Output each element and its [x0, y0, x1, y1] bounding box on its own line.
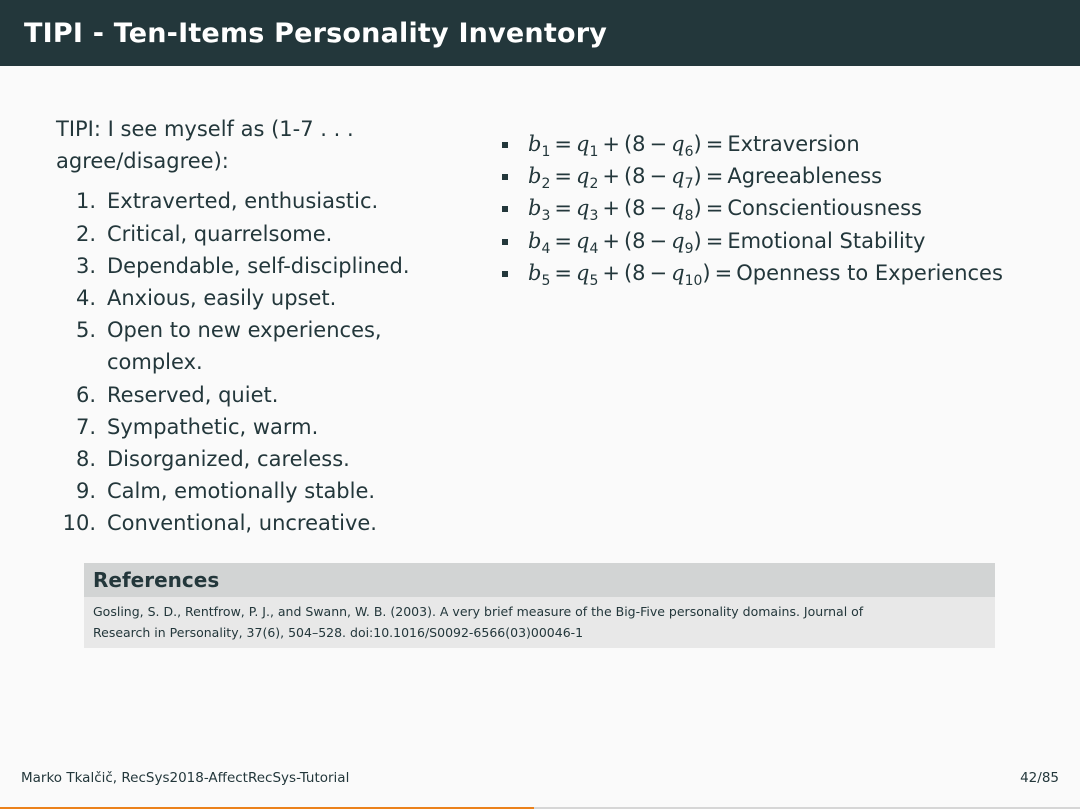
list-item — [56, 475, 456, 507]
formula-op: + — [602, 164, 620, 189]
formula-sub: 4 — [589, 240, 599, 257]
formula-sub: 3 — [589, 208, 599, 225]
item-text: Critical, quarrelsome. — [107, 221, 333, 246]
formula-op: + — [602, 132, 620, 156]
formula-sub: 10 — [684, 273, 703, 289]
formula-op: − — [649, 164, 668, 189]
references-heading: References — [84, 563, 995, 597]
formula-trait: Extraversion — [727, 132, 860, 156]
formula-op: − — [649, 132, 668, 156]
formula-op: = — [705, 228, 724, 253]
formula-var: b — [528, 196, 542, 221]
formula-op: = — [705, 196, 724, 221]
reference-line-2: Research in Personality, 37(6), 504–528. doi:10.1016/S0092-6566(03)00046-1 — [93, 625, 584, 640]
formula-op: = — [554, 228, 572, 253]
formula-close: ) — [693, 196, 702, 221]
references-body — [84, 597, 995, 643]
formula-trait: Emotional Stability — [727, 228, 926, 253]
item-number: 4. — [75, 286, 96, 311]
list-item — [56, 314, 456, 378]
formula-open: (8 — [623, 196, 646, 221]
formula-open: (8 — [623, 260, 646, 285]
item-text: Calm, emotionally stable. — [107, 479, 376, 504]
formula-item — [500, 192, 1060, 224]
bullet-icon — [502, 174, 508, 180]
formula-var: q — [575, 228, 590, 253]
formula-var: q — [671, 164, 685, 189]
formula-op: − — [649, 228, 668, 253]
item-number: 5. — [75, 318, 96, 343]
list-item — [56, 443, 456, 475]
formula-op: − — [649, 196, 668, 221]
list-item — [56, 507, 456, 539]
item-text: Open to new experiences, complex. — [107, 318, 382, 375]
formula-close: ) — [702, 260, 711, 285]
formula-op: = — [705, 132, 724, 156]
formula-item — [500, 225, 1060, 257]
formula-var: q — [671, 196, 685, 221]
formula-trait: Conscientiousness — [727, 196, 922, 221]
item-text: Reserved, quiet. — [107, 382, 279, 407]
slide-title: TIPI - Ten-Items Personality Inventory — [24, 17, 608, 49]
bullet-icon — [502, 271, 508, 277]
formula-op: + — [602, 228, 620, 253]
formula-sub: 5 — [541, 273, 551, 289]
item-text: Anxious, easily upset. — [107, 286, 337, 311]
item-number: 6. — [75, 382, 96, 407]
formula-var: b — [528, 260, 542, 285]
left-column — [56, 113, 456, 540]
formula-item — [500, 128, 1060, 160]
list-item — [56, 379, 456, 411]
intro-text — [56, 113, 456, 177]
formula-open: (8 — [623, 228, 646, 253]
formula-close: ) — [693, 132, 702, 156]
item-text: Extraverted, enthusiastic. — [107, 189, 379, 214]
formula-op: = — [554, 132, 572, 156]
formula-sub: 1 — [589, 144, 599, 161]
slide-footer — [0, 768, 1080, 792]
formula-sub: 2 — [541, 176, 551, 193]
reference-line-1: Gosling, S. D., Rentfrow, P. J., and Swann, W. B. (2003). A very brief measure of the Big-Five personality domains. Journal of — [93, 604, 864, 619]
formula-open: (8 — [623, 132, 646, 156]
formula-sub: 9 — [684, 240, 694, 257]
formula-op: = — [554, 260, 572, 285]
list-item — [56, 185, 456, 217]
formula-item — [500, 160, 1060, 192]
item-number: 10. — [62, 511, 96, 536]
intro-line-2: agree/disagree): — [56, 149, 229, 174]
formula-op: − — [649, 260, 668, 285]
list-item — [56, 282, 456, 314]
formula-op: + — [602, 196, 620, 221]
intro-line-1: TIPI: I see myself as (1-7 . . . — [56, 117, 354, 141]
formula-trait: Openness to Experiences — [736, 260, 1003, 285]
list-item — [56, 218, 456, 250]
formula-op: = — [705, 164, 724, 189]
formula-open: (8 — [623, 164, 646, 189]
references-block — [84, 563, 995, 648]
item-text: Conventional, uncreative. — [107, 511, 377, 536]
formula-list — [500, 128, 1060, 289]
tipi-item-list — [56, 185, 456, 539]
formula-close: ) — [693, 228, 702, 253]
item-text: Sympathetic, warm. — [107, 414, 319, 439]
bullet-icon — [502, 206, 508, 212]
slide-title-bar — [0, 0, 1080, 66]
formula-var: b — [528, 228, 542, 253]
footer-author: Marko Tkalčič, RecSys2018-AffectRecSys-Tutorial — [21, 770, 350, 786]
formula-sub: 8 — [684, 208, 694, 225]
item-number: 8. — [75, 447, 96, 472]
item-number: 9. — [75, 479, 96, 504]
formula-sub: 2 — [589, 176, 599, 193]
formula-op: = — [714, 260, 733, 285]
formula-var: q — [575, 164, 590, 189]
item-number: 7. — [75, 414, 96, 439]
formula-var: b — [528, 164, 542, 189]
bullet-icon — [502, 239, 508, 245]
formula-var: q — [575, 260, 590, 285]
item-number: 2. — [75, 221, 96, 246]
formula-sub: 4 — [541, 240, 551, 257]
right-column — [500, 128, 1060, 289]
item-number: 3. — [75, 253, 96, 278]
formula-op: = — [554, 196, 572, 221]
formula-var: q — [671, 260, 685, 285]
formula-op: = — [554, 164, 572, 189]
item-number: 1. — [75, 189, 96, 214]
item-text: Disorganized, careless. — [107, 447, 350, 472]
formula-var: q — [575, 132, 590, 156]
item-text: Dependable, self-disciplined. — [107, 253, 410, 278]
formula-var: q — [671, 228, 685, 253]
formula-sub: 7 — [684, 176, 694, 193]
bullet-icon — [502, 142, 508, 148]
formula-op: + — [602, 260, 620, 285]
formula-sub: 1 — [541, 144, 551, 161]
formula-var: q — [671, 132, 685, 156]
page-number: 42/85 — [1020, 770, 1059, 786]
formula-sub: 5 — [589, 273, 599, 289]
formula-trait: Agreeableness — [727, 164, 883, 189]
formula-var: q — [575, 196, 590, 221]
list-item — [56, 411, 456, 443]
formula-close: ) — [693, 164, 702, 189]
formula-sub: 6 — [684, 144, 694, 161]
formula-sub: 3 — [541, 208, 551, 225]
formula-var: b — [528, 132, 542, 156]
formula-item — [500, 257, 1060, 289]
list-item — [56, 250, 456, 282]
